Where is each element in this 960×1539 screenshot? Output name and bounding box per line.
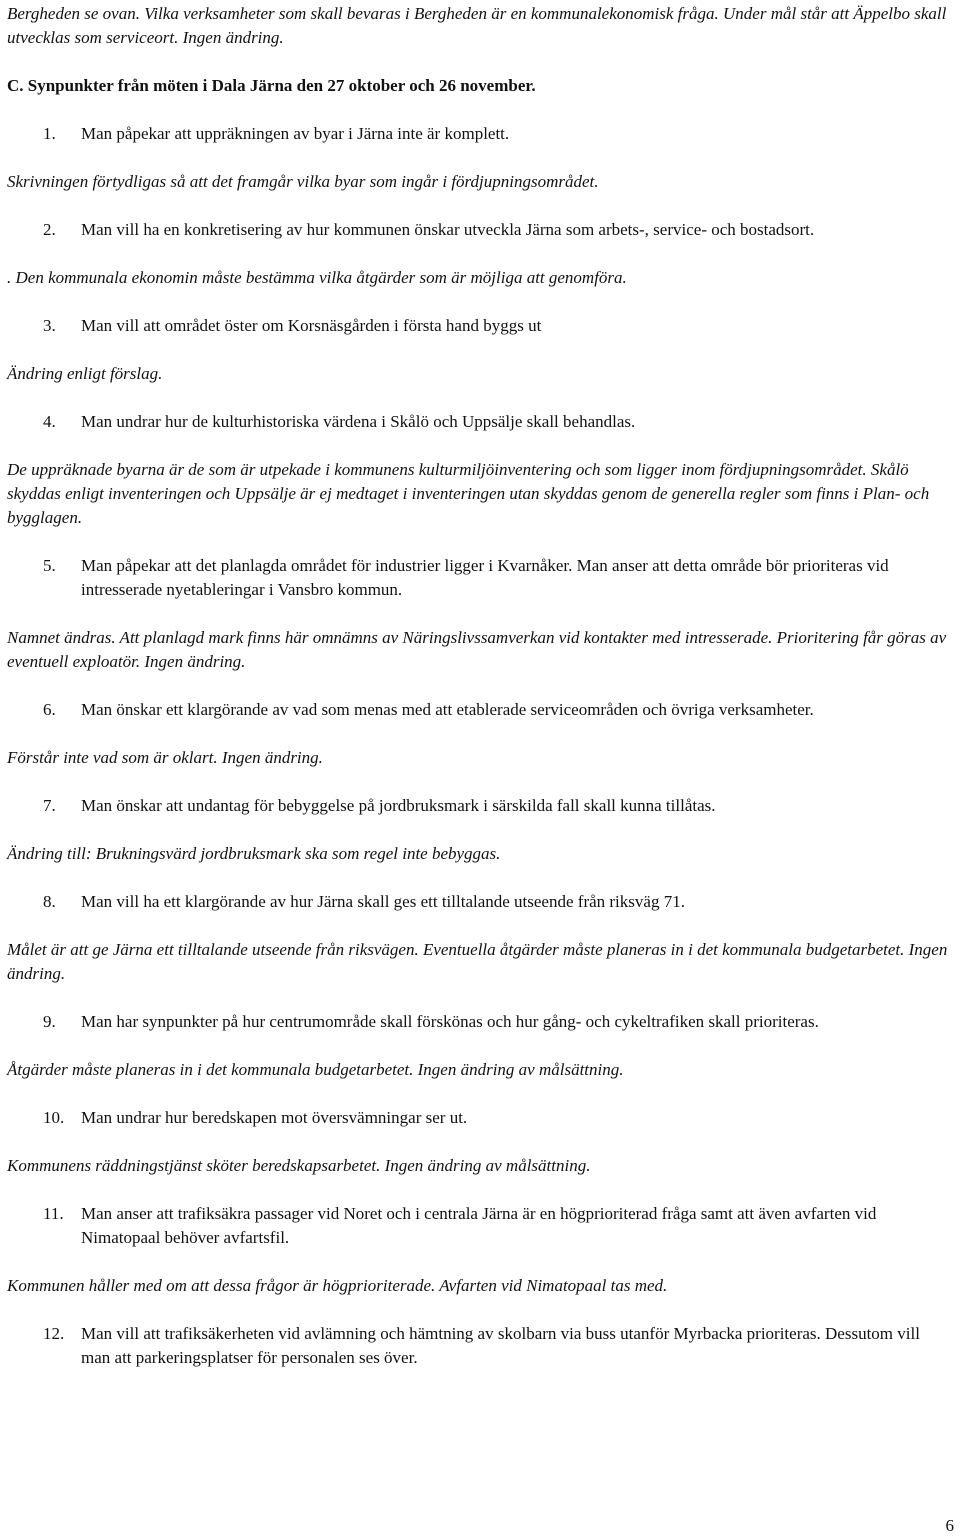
item-response: De uppräknade byarna är de som är utpekade i kommunens kulturmiljöinventering och som ligger inom fördjupningsområdet. Skålö skyddas enligt inventeringen och Uppsälje är ej medtaget i inventeringen utan skyddas genom de generella regler som finns i Plan- och bygglagen. [7,460,930,527]
list-item [7,1322,952,1370]
page-number: 6 [945,1516,954,1535]
item-number: 4. [43,412,56,431]
item-number: 10. [43,1108,65,1127]
item-number: 6. [43,700,56,719]
item-number: 11. [43,1204,64,1223]
item-text: Man anser att trafiksäkra passager vid Noret och i centrala Järna är en högprioriterad fråga samt att även avfarten vid Nimatopaal behöver avfartsfil. [81,1204,877,1247]
item-number: 5. [43,556,56,575]
item-response: Förstår inte vad som är oklart. Ingen ändring. [7,748,323,767]
item-response: Målet är att ge Järna ett tilltalande utseende från riksvägen. Eventuella åtgärder måste planeras in i det kommunala budgetarbetet. Ingen ändring. [7,940,948,983]
item-number: 7. [43,796,56,815]
item-text: Man påpekar att uppräkningen av byar i Järna inte är komplett. [81,124,510,143]
list-item [7,314,952,338]
item-response: Kommunen håller med om att dessa frågor är högprioriterade. Avfarten vid Nimatopaal tas med. [7,1276,668,1295]
item-response: Skrivningen förtydligas så att det framgår vilka byar som ingår i fördjupningsområdet. [7,172,599,191]
item-response: . Den kommunala ekonomin måste bestämma vilka åtgärder som är möjliga att genomföra. [7,268,627,287]
list-item [7,1202,952,1250]
item-number: 12. [43,1324,65,1343]
list-item [7,1106,952,1130]
section-heading: C. Synpunkter från möten i Dala Järna den 27 oktober och 26 november. [7,76,536,95]
item-text: Man önskar ett klargörande av vad som menas med att etablerade serviceområden och övriga verksamheter. [81,700,814,719]
list-item [7,122,952,146]
item-text: Man undrar hur beredskapen mot översvämningar ser ut. [81,1108,468,1127]
list-item [7,218,952,242]
list-item [7,1010,952,1034]
list-item [7,794,952,818]
item-text: Man vill ha en konkretisering av hur kommunen önskar utveckla Järna som arbets-, service- och bostadsort. [81,220,815,239]
list-item [7,698,952,722]
item-text: Man vill att området öster om Korsnäsgården i första hand byggs ut [81,316,542,335]
item-response: Kommunens räddningstjänst sköter beredskapsarbetet. Ingen ändring av målsättning. [7,1156,591,1175]
item-number: 1. [43,124,56,143]
item-number: 8. [43,892,56,911]
item-response: Namnet ändras. Att planlagd mark finns här omnämns av Näringslivssamverkan vid kontakter med intresserade. Prioritering får göras av eventuell exploatör. Ingen ändring. [7,628,947,671]
list-item [7,554,952,602]
item-number: 2. [43,220,56,239]
intro-paragraph: Bergheden se ovan. Vilka verksamheter som skall bevaras i Bergheden är en kommunalekonomisk fråga. Under mål står att Äppelbo skall utvecklas som serviceort. Ingen ändring. [7,4,947,47]
item-text: Man vill ha ett klargörande av hur Järna skall ges ett tilltalande utseende från riksväg 71. [81,892,685,911]
item-response: Åtgärder måste planeras in i det kommunala budgetarbetet. Ingen ändring av målsättning. [7,1060,624,1079]
item-text: Man undrar hur de kulturhistoriska värdena i Skålö och Uppsälje skall behandlas. [81,412,636,431]
item-number: 3. [43,316,56,335]
item-text: Man har synpunkter på hur centrumområde skall förskönas och hur gång- och cykeltrafiken skall prioriteras. [81,1012,819,1031]
item-text: Man önskar att undantag för bebyggelse på jordbruksmark i särskilda fall skall kunna tillåtas. [81,796,716,815]
document-page [7,2,952,1370]
item-text: Man vill att trafiksäkerheten vid avlämning och hämtning av skolbarn via buss utanför Myrbacka prioriteras. Dessutom vill man att parkeringsplatser för personalen ses över. [81,1324,920,1367]
item-text: Man påpekar att det planlagda området för industrier ligger i Kvarnåker. Man anser att detta område bör prioriteras vid intresserade nyetableringar i Vansbro kommun. [81,556,889,599]
list-item [7,890,952,914]
item-response: Ändring till: Brukningsvärd jordbruksmark ska som regel inte bebyggas. [7,844,501,863]
item-response: Ändring enligt förslag. [7,364,163,383]
item-number: 9. [43,1012,56,1031]
list-item [7,410,952,434]
